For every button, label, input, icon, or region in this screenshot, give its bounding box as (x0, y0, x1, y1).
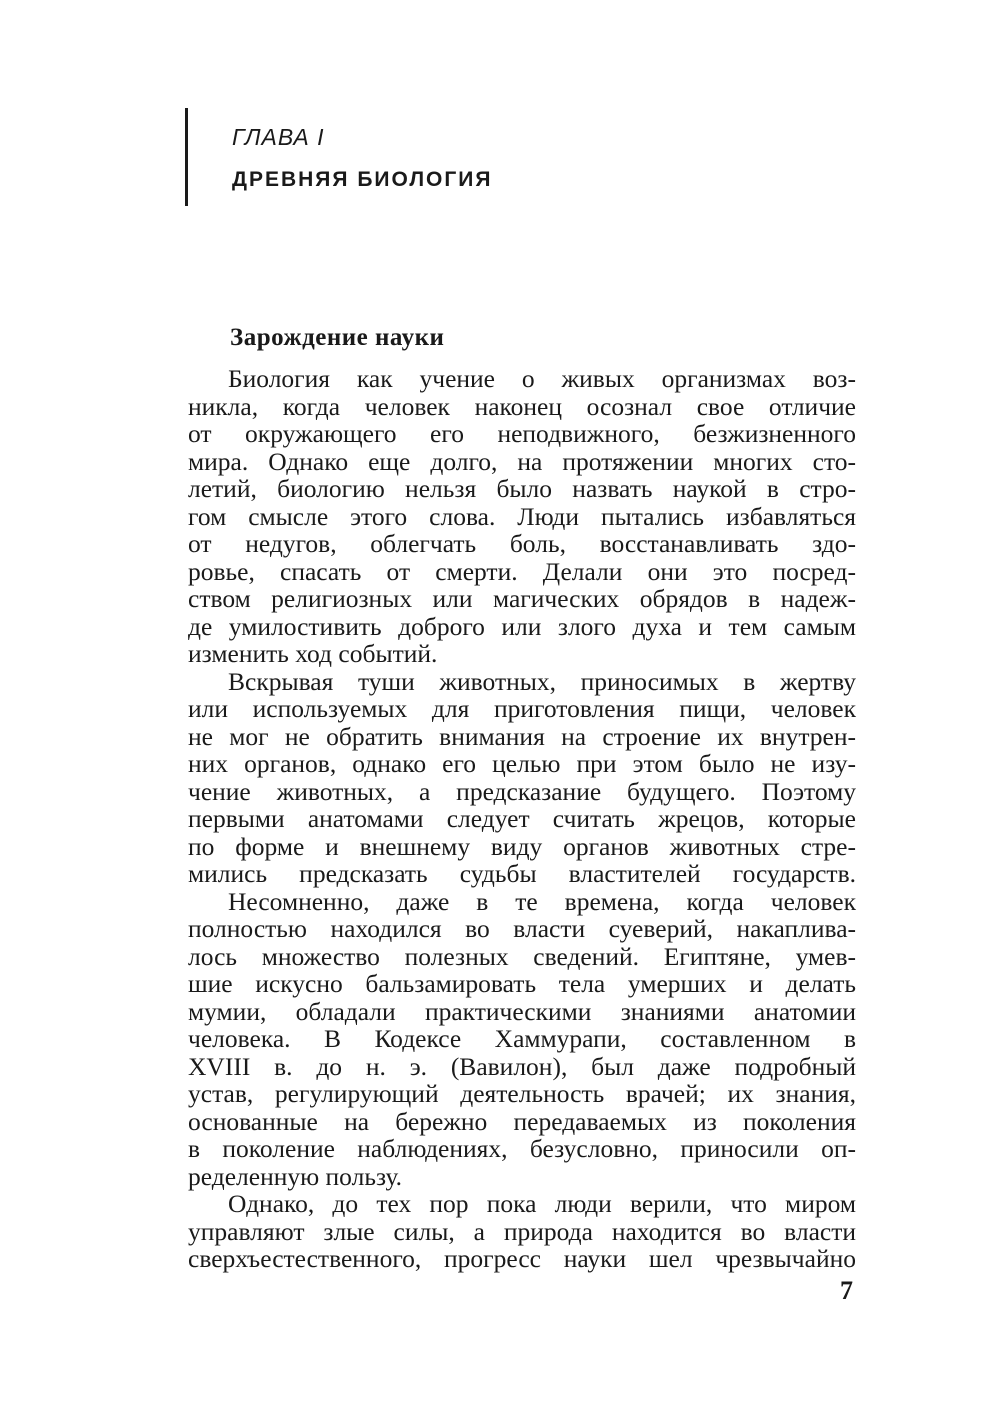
text-line: них органов, однако его целью при этом было не изу- (188, 749, 856, 778)
page-number: 7 (840, 1276, 853, 1305)
text-line: от недугов, облегчать боль, восстанавливать здо- (188, 529, 856, 558)
text-line: первыми анатомами следует считать жрецов, которые (188, 804, 856, 833)
text-line: Биология как учение о живых организмах воз- (228, 364, 856, 393)
text-line: от окружающего его неподвижного, безжизненного (188, 419, 856, 448)
text-line: гом смысле этого слова. Люди пытались избавляться (188, 501, 856, 531)
text-line: сверхъестественного, прогресс науки шел чрезвычайно (188, 1244, 856, 1273)
text-line: никла, когда человек наконец осознал свое отличие (188, 391, 856, 421)
body-text (188, 365, 856, 1273)
text-line: изменить ход событий. (188, 639, 438, 668)
text-line: основанные на бережно передаваемых из поколения (188, 1106, 856, 1136)
text-line: управляют злые силы, а природа находится во власти (188, 1216, 856, 1246)
chapter-title: ДРЕВНЯЯ БИОЛОГИЯ (232, 168, 493, 191)
text-line: мумии, обладали практическими знаниями анатомии (188, 996, 856, 1026)
text-line: лось множество полезных сведений. Египтяне, умев- (188, 941, 856, 971)
text-line: не мог не обратить внимания на строение их внутрен- (188, 721, 856, 751)
text-line: ределенную пользу. (188, 1161, 403, 1191)
text-line: XVIII в. до н. э. (Вавилон), был даже подробный (188, 1051, 856, 1081)
text-line: Несомненно, даже в те времена, когда человек (228, 886, 856, 916)
text-line: по форме и внешнему виду органов животных стре- (188, 831, 856, 861)
text-line: человека. В Кодексе Хаммурапи, составленном в (188, 1024, 856, 1053)
text-line: в поколение наблюдениях, безусловно, приносили оп- (188, 1134, 856, 1163)
text-line: мились предсказать судьбы властителей государств. (188, 859, 856, 888)
text-line: устав, регулирующий деятельность врачей; их знания, (188, 1079, 856, 1108)
text-line: ровье, спасать от смерти. Делали они это посред- (188, 556, 856, 586)
text-line: летий, биологию нельзя было назвать наукой в стро- (188, 474, 856, 503)
text-line: полностью находился во власти суеверий, накаплива- (188, 914, 856, 943)
text-line: де умилостивить доброго или злого духа и тем самым (188, 611, 856, 641)
chapter-label: ГЛАВА I (232, 124, 325, 150)
section-heading: Зарождение науки (230, 324, 445, 351)
chapter-margin-rule (185, 108, 188, 206)
text-line: Однако, до тех пор пока люди верили, что миром (228, 1189, 856, 1218)
text-line: шие искусно бальзамировать тела умерших и делать (188, 969, 856, 998)
text-line: мира. Однако еще долго, на протяжении многих сто- (188, 446, 856, 476)
text-line: ством религиозных или магических обрядов в надеж- (188, 584, 856, 613)
text-line: Вскрывая туши животных, приносимых в жертву (228, 666, 856, 696)
text-line: или используемых для приготовления пищи, человек (188, 694, 856, 723)
text-line: чение животных, а предсказание будущего. Поэтому (188, 776, 856, 806)
